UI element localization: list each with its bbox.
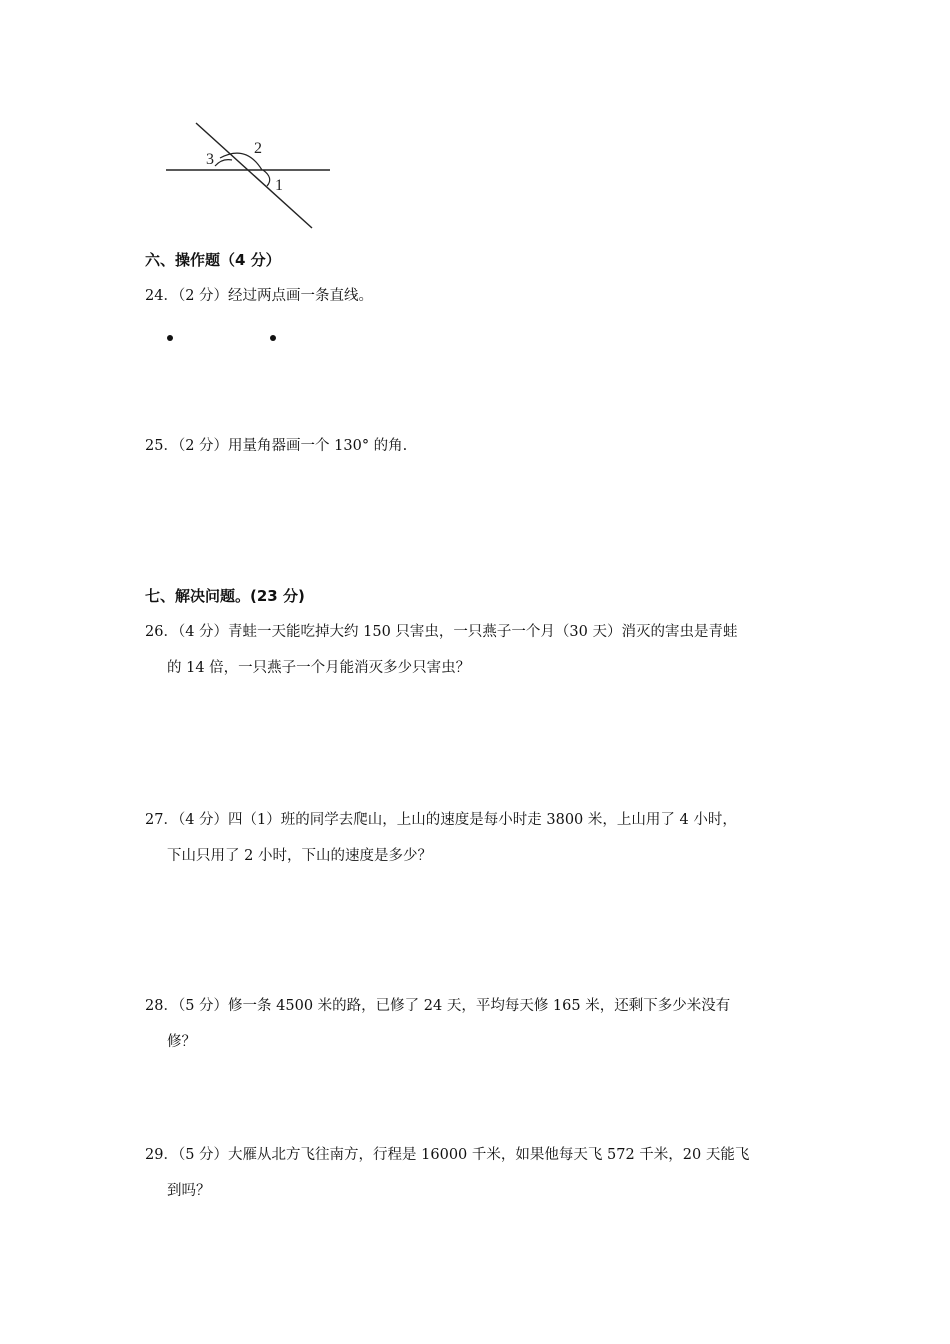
question-27-line-2: 下山只用了 2 小时，下山的速度是多少？ [167,848,432,864]
question-26-line-2: 的 14 倍，一只燕子一个月能消灭多少只害虫？ [167,660,471,676]
section-7-title: 七、解决问题。(23 分) [145,587,305,605]
question-27-line-1: 27．（4 分）四（1）班的同学去爬山，上山的速度是每小时走 3800 米，上山用了 4 小时， [145,812,737,828]
section-6-title: 六、操作题（4 分） [145,251,281,269]
diagonal-line [196,123,312,228]
question-28-line-2: 修？ [167,1034,196,1050]
angle-1-arc [263,170,270,186]
question-26-line-1: 26．（4 分）青蛙一天能吃掉大约 150 只害虫，一只燕子一个月（30 天）消灭的害虫是青蛙 [145,624,738,640]
angle-figure [160,118,340,234]
angle-3-arc [215,160,232,166]
question-26 [145,614,815,686]
angle-label-2: 2 [254,140,262,157]
question-27 [145,802,815,874]
question-29-line-1: 29．（5 分）大雁从北方飞往南方，行程是 16000 千米，如果他每天飞 572 千米，20 天能飞 [145,1147,750,1163]
point-a [167,335,173,341]
question-24: 24．（2 分）经过两点画一条直线。 [145,288,374,304]
point-b [270,335,276,341]
question-25: 25．（2 分）用量角器画一个 130° 的角. [145,438,408,454]
question-28 [145,988,815,1060]
question-29 [145,1137,815,1209]
angle-label-1: 1 [275,177,283,194]
question-29-line-2: 到吗？ [167,1183,211,1199]
question-28-line-1: 28．（5 分）修一条 4500 米的路，已修了 24 天，平均每天修 165 米，还剩下多少米没有 [145,998,731,1014]
angle-label-3: 3 [206,151,214,168]
